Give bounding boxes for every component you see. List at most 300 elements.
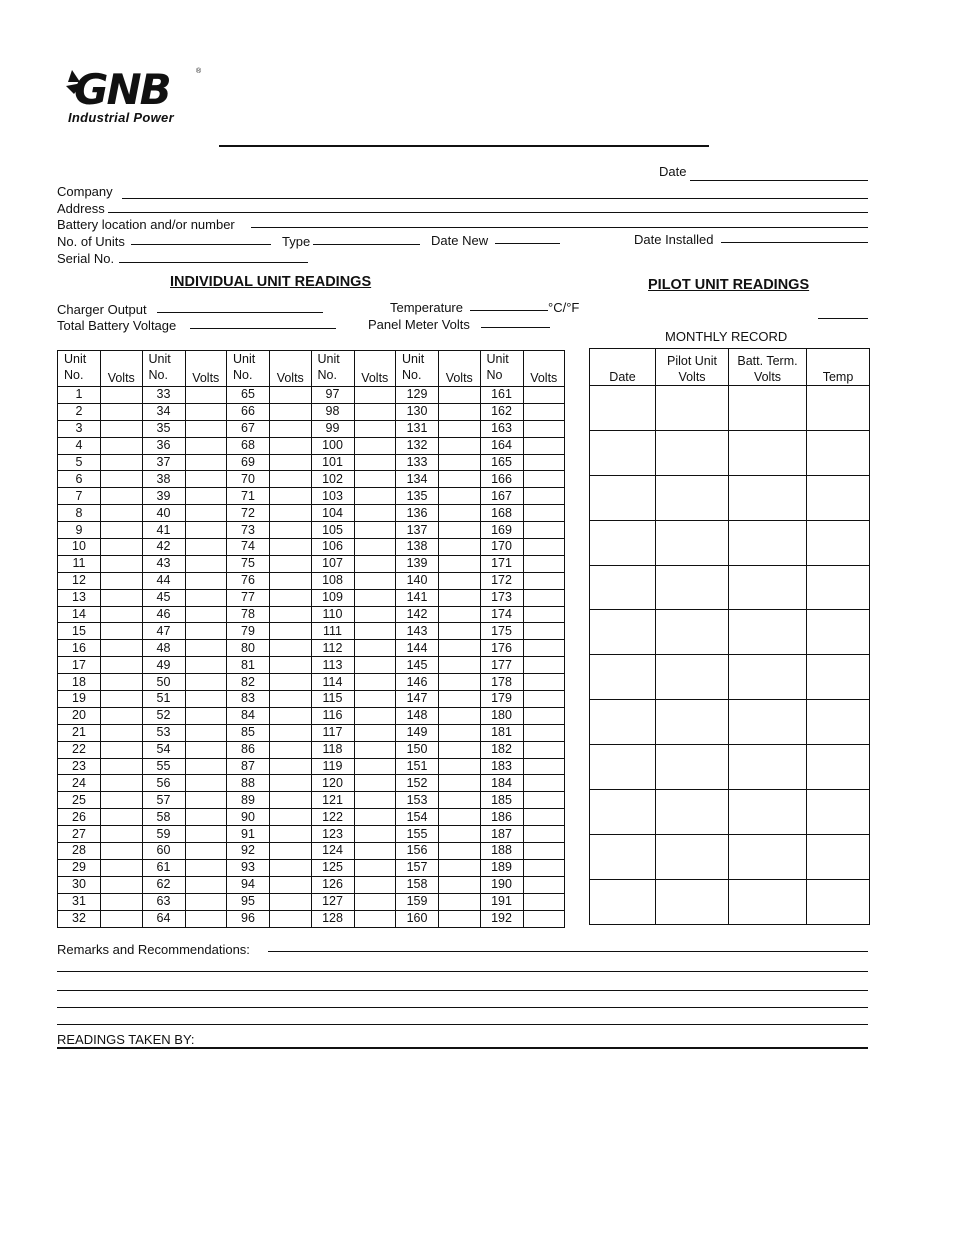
volts-cell[interactable] — [101, 589, 143, 606]
unit-number-cell: 93 — [227, 859, 270, 876]
volts-cell[interactable] — [354, 606, 396, 623]
table-row — [58, 859, 565, 876]
volts-cell[interactable] — [101, 809, 143, 826]
volts-cell[interactable] — [354, 437, 396, 454]
volts-cell[interactable] — [354, 657, 396, 674]
volts-cell[interactable] — [270, 893, 312, 910]
volts-cell[interactable] — [270, 420, 312, 437]
volts-cell[interactable] — [354, 674, 396, 691]
battery-location-field[interactable] — [251, 227, 868, 228]
volts-cell[interactable] — [354, 403, 396, 420]
pilot-entry-cell[interactable] — [656, 790, 729, 835]
volts-cell[interactable] — [185, 522, 227, 539]
unit-number-cell: 15 — [58, 623, 101, 640]
pilot-entry-cell[interactable] — [807, 565, 870, 610]
pilot-entry-cell[interactable] — [807, 475, 870, 520]
pilot-entry-cell[interactable] — [590, 475, 656, 520]
volts-cell[interactable] — [101, 471, 143, 488]
volts-cell[interactable] — [185, 724, 227, 741]
volts-cell[interactable] — [354, 505, 396, 522]
volts-cell[interactable] — [101, 420, 143, 437]
unit-number-cell: 187 — [480, 826, 523, 843]
volts-cell[interactable] — [354, 893, 396, 910]
volts-cell[interactable] — [523, 707, 565, 724]
volts-cell[interactable] — [354, 640, 396, 657]
pilot-entry-cell[interactable] — [656, 475, 729, 520]
volts-cell[interactable] — [523, 555, 565, 572]
volts-cell[interactable] — [185, 843, 227, 860]
volts-cell[interactable] — [354, 826, 396, 843]
volts-cell[interactable] — [101, 724, 143, 741]
volts-cell[interactable] — [270, 758, 312, 775]
volts-cell[interactable] — [101, 843, 143, 860]
pilot-entry-cell[interactable] — [729, 386, 807, 431]
volts-cell[interactable] — [439, 775, 481, 792]
volts-cell[interactable] — [101, 741, 143, 758]
unit-number-cell: 115 — [311, 691, 354, 708]
volts-cell[interactable] — [439, 555, 481, 572]
individual-unit-readings-heading: INDIVIDUAL UNIT READINGS — [170, 274, 372, 290]
volts-cell[interactable] — [523, 758, 565, 775]
volts-cell[interactable] — [270, 437, 312, 454]
unit-no-header — [396, 351, 439, 387]
unit-number-cell: 89 — [227, 792, 270, 809]
unit-number-cell: 84 — [227, 707, 270, 724]
date-installed-field[interactable] — [721, 242, 868, 243]
volts-cell[interactable] — [523, 403, 565, 420]
volts-cell[interactable] — [270, 555, 312, 572]
volts-cell[interactable] — [439, 589, 481, 606]
volts-cell[interactable] — [270, 606, 312, 623]
pilot-entry-cell[interactable] — [590, 565, 656, 610]
volts-cell[interactable] — [185, 387, 227, 404]
volts-cell[interactable] — [439, 893, 481, 910]
volts-cell[interactable] — [439, 572, 481, 589]
volts-cell[interactable] — [270, 724, 312, 741]
no-of-units-field[interactable] — [131, 244, 271, 245]
pilot-entry-cell[interactable] — [656, 520, 729, 565]
volts-cell[interactable] — [270, 826, 312, 843]
volts-cell[interactable] — [523, 741, 565, 758]
unit-number-cell: 176 — [480, 640, 523, 657]
volts-cell[interactable] — [101, 640, 143, 657]
pilot-entry-cell[interactable] — [729, 610, 807, 655]
unit-number-cell: 36 — [142, 437, 185, 454]
volts-cell[interactable] — [101, 707, 143, 724]
serial-no-label: Serial No. — [57, 251, 115, 266]
volts-cell[interactable] — [523, 471, 565, 488]
pilot-entry-cell[interactable] — [807, 700, 870, 745]
volts-cell[interactable] — [439, 809, 481, 826]
unit-number-cell: 39 — [142, 488, 185, 505]
volts-cell[interactable] — [439, 437, 481, 454]
total-battery-voltage-field[interactable] — [190, 328, 336, 329]
volts-cell[interactable] — [439, 707, 481, 724]
volts-cell[interactable] — [354, 454, 396, 471]
volts-cell[interactable] — [185, 589, 227, 606]
volts-cell[interactable] — [354, 555, 396, 572]
temperature-field[interactable] — [470, 310, 548, 311]
volts-cell[interactable] — [185, 826, 227, 843]
volts-cell[interactable] — [270, 792, 312, 809]
pilot-entry-cell[interactable] — [656, 430, 729, 475]
volts-cell[interactable] — [523, 657, 565, 674]
volts-cell[interactable] — [101, 555, 143, 572]
volts-cell[interactable] — [270, 505, 312, 522]
unit-number-cell: 184 — [480, 775, 523, 792]
pilot-entry-cell[interactable] — [729, 520, 807, 565]
volts-cell[interactable] — [354, 623, 396, 640]
volts-cell[interactable] — [101, 657, 143, 674]
volts-cell[interactable] — [439, 454, 481, 471]
volts-cell[interactable] — [354, 724, 396, 741]
volts-cell[interactable] — [523, 809, 565, 826]
volts-cell[interactable] — [101, 623, 143, 640]
pilot-entry-cell[interactable] — [729, 834, 807, 879]
volts-cell[interactable] — [523, 522, 565, 539]
table-row — [58, 471, 565, 488]
volts-cell[interactable] — [101, 488, 143, 505]
pilot-entry-cell[interactable] — [729, 745, 807, 790]
volts-cell[interactable] — [354, 741, 396, 758]
volts-cell[interactable] — [270, 572, 312, 589]
unit-number-cell: 116 — [311, 707, 354, 724]
type-field[interactable] — [313, 244, 420, 245]
pilot-header-row — [590, 349, 870, 386]
remarks-field[interactable] — [268, 951, 868, 952]
volts-cell[interactable] — [523, 539, 565, 556]
pilot-entry-cell[interactable] — [656, 610, 729, 655]
volts-cell[interactable] — [270, 910, 312, 927]
unit-number-cell: 141 — [396, 589, 439, 606]
volts-cell[interactable] — [439, 741, 481, 758]
volts-cell[interactable] — [185, 505, 227, 522]
volts-cell[interactable] — [523, 589, 565, 606]
charger-output-field[interactable] — [157, 312, 323, 313]
pilot-entry-cell[interactable] — [656, 879, 729, 924]
volts-cell[interactable] — [439, 522, 481, 539]
volts-cell[interactable] — [270, 403, 312, 420]
pilot-entry-cell[interactable] — [656, 565, 729, 610]
pilot-entry-cell[interactable] — [729, 700, 807, 745]
pilot-entry-cell[interactable] — [590, 790, 656, 835]
unit-number-cell: 172 — [480, 572, 523, 589]
volts-cell[interactable] — [101, 606, 143, 623]
volts-cell[interactable] — [185, 674, 227, 691]
date-field[interactable] — [690, 180, 868, 181]
volts-cell[interactable] — [354, 859, 396, 876]
volts-cell[interactable] — [523, 387, 565, 404]
volts-cell[interactable] — [101, 758, 143, 775]
pilot-entry-cell[interactable] — [807, 879, 870, 924]
volts-cell[interactable] — [439, 876, 481, 893]
volts-cell[interactable] — [523, 572, 565, 589]
pilot-entry-cell[interactable] — [656, 386, 729, 431]
volts-cell[interactable] — [354, 522, 396, 539]
volts-cell[interactable] — [101, 403, 143, 420]
volts-cell[interactable] — [354, 809, 396, 826]
remarks-line-3[interactable] — [57, 990, 868, 991]
pilot-entry-cell[interactable] — [807, 610, 870, 655]
unit-number-cell: 50 — [142, 674, 185, 691]
volts-cell[interactable] — [523, 437, 565, 454]
volts-cell[interactable] — [270, 589, 312, 606]
pilot-field-line[interactable] — [818, 318, 868, 319]
volts-cell[interactable] — [439, 910, 481, 927]
address-field[interactable] — [108, 212, 868, 213]
volts-cell[interactable] — [185, 809, 227, 826]
volts-cell[interactable] — [185, 420, 227, 437]
panel-meter-volts-field[interactable] — [481, 327, 550, 328]
volts-cell[interactable] — [185, 691, 227, 708]
unit-header-top: Unit — [233, 352, 256, 366]
unit-number-cell: 158 — [396, 876, 439, 893]
volts-cell[interactable] — [270, 876, 312, 893]
volts-cell[interactable] — [523, 876, 565, 893]
volts-cell[interactable] — [354, 910, 396, 927]
pilot-entry-cell[interactable] — [807, 520, 870, 565]
pilot-entry-cell[interactable] — [807, 790, 870, 835]
volts-cell[interactable] — [523, 893, 565, 910]
volts-cell[interactable] — [185, 606, 227, 623]
volts-cell[interactable] — [270, 623, 312, 640]
volts-cell[interactable] — [354, 843, 396, 860]
volts-cell[interactable] — [185, 910, 227, 927]
volts-cell[interactable] — [185, 623, 227, 640]
volts-cell[interactable] — [185, 454, 227, 471]
unit-number-cell: 60 — [142, 843, 185, 860]
serial-no-field[interactable] — [119, 262, 308, 263]
remarks-line-4[interactable] — [57, 1007, 868, 1008]
volts-cell[interactable] — [439, 387, 481, 404]
unit-number-cell: 108 — [311, 572, 354, 589]
volts-cell[interactable] — [185, 539, 227, 556]
volts-cell[interactable] — [185, 707, 227, 724]
volts-cell[interactable] — [523, 606, 565, 623]
volts-cell[interactable] — [523, 724, 565, 741]
volts-cell[interactable] — [101, 775, 143, 792]
volts-cell[interactable] — [270, 657, 312, 674]
volts-cell[interactable] — [523, 691, 565, 708]
pilot-entry-cell[interactable] — [729, 879, 807, 924]
readings-taken-by-field[interactable] — [57, 1047, 868, 1049]
volts-cell[interactable] — [354, 539, 396, 556]
unit-number-cell: 16 — [58, 640, 101, 657]
volts-cell[interactable] — [270, 640, 312, 657]
volts-cell[interactable] — [354, 589, 396, 606]
volts-cell[interactable] — [439, 471, 481, 488]
pilot-entry-cell[interactable] — [656, 834, 729, 879]
volts-cell[interactable] — [354, 758, 396, 775]
unit-number-cell: 31 — [58, 893, 101, 910]
volts-cell[interactable] — [523, 843, 565, 860]
volts-cell[interactable] — [101, 910, 143, 927]
volts-cell[interactable] — [523, 505, 565, 522]
table-row — [590, 834, 870, 879]
volts-cell[interactable] — [185, 640, 227, 657]
volts-cell[interactable] — [354, 471, 396, 488]
volts-cell[interactable] — [523, 775, 565, 792]
volts-cell[interactable] — [101, 859, 143, 876]
volts-cell[interactable] — [354, 691, 396, 708]
volts-cell[interactable] — [270, 387, 312, 404]
volts-cell[interactable] — [439, 826, 481, 843]
no-of-units-label: No. of Units — [57, 234, 125, 249]
volts-cell[interactable] — [523, 623, 565, 640]
volts-cell[interactable] — [270, 859, 312, 876]
pilot-entry-cell[interactable] — [729, 790, 807, 835]
volts-cell[interactable] — [185, 893, 227, 910]
volts-cell[interactable] — [270, 674, 312, 691]
company-field[interactable] — [122, 198, 868, 199]
volts-cell[interactable] — [439, 674, 481, 691]
volts-cell[interactable] — [354, 387, 396, 404]
pilot-entry-cell[interactable] — [590, 700, 656, 745]
pilot-entry-cell[interactable] — [656, 745, 729, 790]
volts-cell[interactable] — [101, 505, 143, 522]
volts-cell[interactable] — [185, 741, 227, 758]
pilot-entry-cell[interactable] — [656, 700, 729, 745]
volts-cell[interactable] — [101, 826, 143, 843]
volts-cell[interactable] — [439, 691, 481, 708]
volts-cell[interactable] — [101, 572, 143, 589]
volts-cell[interactable] — [354, 707, 396, 724]
volts-cell[interactable] — [101, 454, 143, 471]
volts-cell[interactable] — [270, 775, 312, 792]
pilot-header-bottom: Date — [609, 370, 636, 384]
volts-cell[interactable] — [270, 539, 312, 556]
volts-cell[interactable] — [270, 454, 312, 471]
volts-cell[interactable] — [185, 859, 227, 876]
volts-cell[interactable] — [185, 572, 227, 589]
date-new-field[interactable] — [495, 243, 560, 244]
pilot-entry-cell[interactable] — [729, 475, 807, 520]
volts-cell[interactable] — [439, 623, 481, 640]
volts-cell[interactable] — [185, 437, 227, 454]
pilot-entry-cell[interactable] — [590, 520, 656, 565]
volts-cell[interactable] — [523, 826, 565, 843]
volts-cell[interactable] — [523, 454, 565, 471]
unit-number-cell: 151 — [396, 758, 439, 775]
volts-cell[interactable] — [185, 792, 227, 809]
volts-cell[interactable] — [101, 876, 143, 893]
volts-cell[interactable] — [270, 809, 312, 826]
volts-cell[interactable] — [523, 674, 565, 691]
volts-cell[interactable] — [185, 657, 227, 674]
remarks-line-5[interactable] — [57, 1024, 868, 1025]
volts-cell[interactable] — [270, 741, 312, 758]
pilot-header-bottom: Volts — [753, 370, 782, 384]
volts-cell[interactable] — [354, 572, 396, 589]
volts-cell[interactable] — [101, 893, 143, 910]
pilot-entry-cell[interactable] — [807, 834, 870, 879]
date-new-label: Date New — [431, 233, 489, 248]
volts-cell[interactable] — [354, 488, 396, 505]
volts-cell[interactable] — [185, 758, 227, 775]
volts-cell[interactable] — [270, 843, 312, 860]
unit-number-cell: 35 — [142, 420, 185, 437]
table-row — [590, 700, 870, 745]
pilot-entry-cell[interactable] — [807, 655, 870, 700]
volts-cell[interactable] — [439, 403, 481, 420]
volts-cell[interactable] — [439, 640, 481, 657]
volts-cell[interactable] — [354, 876, 396, 893]
volts-cell[interactable] — [101, 522, 143, 539]
date-installed-label: Date Installed — [634, 232, 714, 247]
pilot-entry-cell[interactable] — [590, 430, 656, 475]
unit-number-cell: 66 — [227, 403, 270, 420]
volts-cell[interactable] — [523, 640, 565, 657]
volts-cell[interactable] — [439, 505, 481, 522]
volts-cell[interactable] — [354, 792, 396, 809]
volts-cell[interactable] — [270, 691, 312, 708]
volts-cell[interactable] — [101, 437, 143, 454]
volts-cell[interactable] — [439, 859, 481, 876]
volts-cell[interactable] — [523, 910, 565, 927]
pilot-entry-cell[interactable] — [807, 745, 870, 790]
volts-cell[interactable] — [439, 657, 481, 674]
volts-cell[interactable] — [439, 488, 481, 505]
pilot-entry-cell[interactable] — [590, 610, 656, 655]
volts-cell[interactable] — [101, 539, 143, 556]
volts-cell[interactable] — [270, 522, 312, 539]
volts-cell[interactable] — [439, 792, 481, 809]
volts-cell[interactable] — [101, 387, 143, 404]
volts-cell[interactable] — [354, 775, 396, 792]
volts-cell[interactable] — [439, 606, 481, 623]
volts-cell[interactable] — [439, 539, 481, 556]
pilot-entry-cell[interactable] — [590, 655, 656, 700]
unit-number-cell: 191 — [480, 893, 523, 910]
pilot-entry-cell[interactable] — [656, 655, 729, 700]
unit-number-cell: 27 — [58, 826, 101, 843]
unit-header-bottom: No. — [64, 368, 84, 382]
volts-cell[interactable] — [523, 420, 565, 437]
volts-cell[interactable] — [101, 691, 143, 708]
volts-cell[interactable] — [185, 876, 227, 893]
volts-cell[interactable] — [270, 488, 312, 505]
volts-cell[interactable] — [101, 674, 143, 691]
volts-cell[interactable] — [270, 707, 312, 724]
pilot-entry-cell[interactable] — [729, 430, 807, 475]
volts-cell[interactable] — [439, 843, 481, 860]
volts-cell[interactable] — [185, 555, 227, 572]
pilot-entry-cell[interactable] — [590, 745, 656, 790]
volts-cell[interactable] — [523, 792, 565, 809]
volts-cell[interactable] — [185, 775, 227, 792]
volts-cell[interactable] — [354, 420, 396, 437]
pilot-entry-cell[interactable] — [590, 834, 656, 879]
volts-cell[interactable] — [439, 724, 481, 741]
volts-cell[interactable] — [101, 792, 143, 809]
remarks-line-2[interactable] — [57, 971, 868, 972]
table-row — [58, 522, 565, 539]
volts-cell[interactable] — [523, 488, 565, 505]
pilot-entry-cell[interactable] — [590, 879, 656, 924]
volts-cell[interactable] — [270, 471, 312, 488]
pilot-entry-cell[interactable] — [807, 430, 870, 475]
volts-cell[interactable] — [523, 859, 565, 876]
pilot-entry-cell[interactable] — [807, 386, 870, 431]
pilot-entry-cell[interactable] — [590, 386, 656, 431]
pilot-entry-cell[interactable] — [729, 655, 807, 700]
volts-cell[interactable] — [185, 471, 227, 488]
volts-cell[interactable] — [185, 403, 227, 420]
volts-cell[interactable] — [439, 420, 481, 437]
volts-cell[interactable] — [439, 758, 481, 775]
pilot-entry-cell[interactable] — [729, 565, 807, 610]
volts-cell[interactable] — [185, 488, 227, 505]
